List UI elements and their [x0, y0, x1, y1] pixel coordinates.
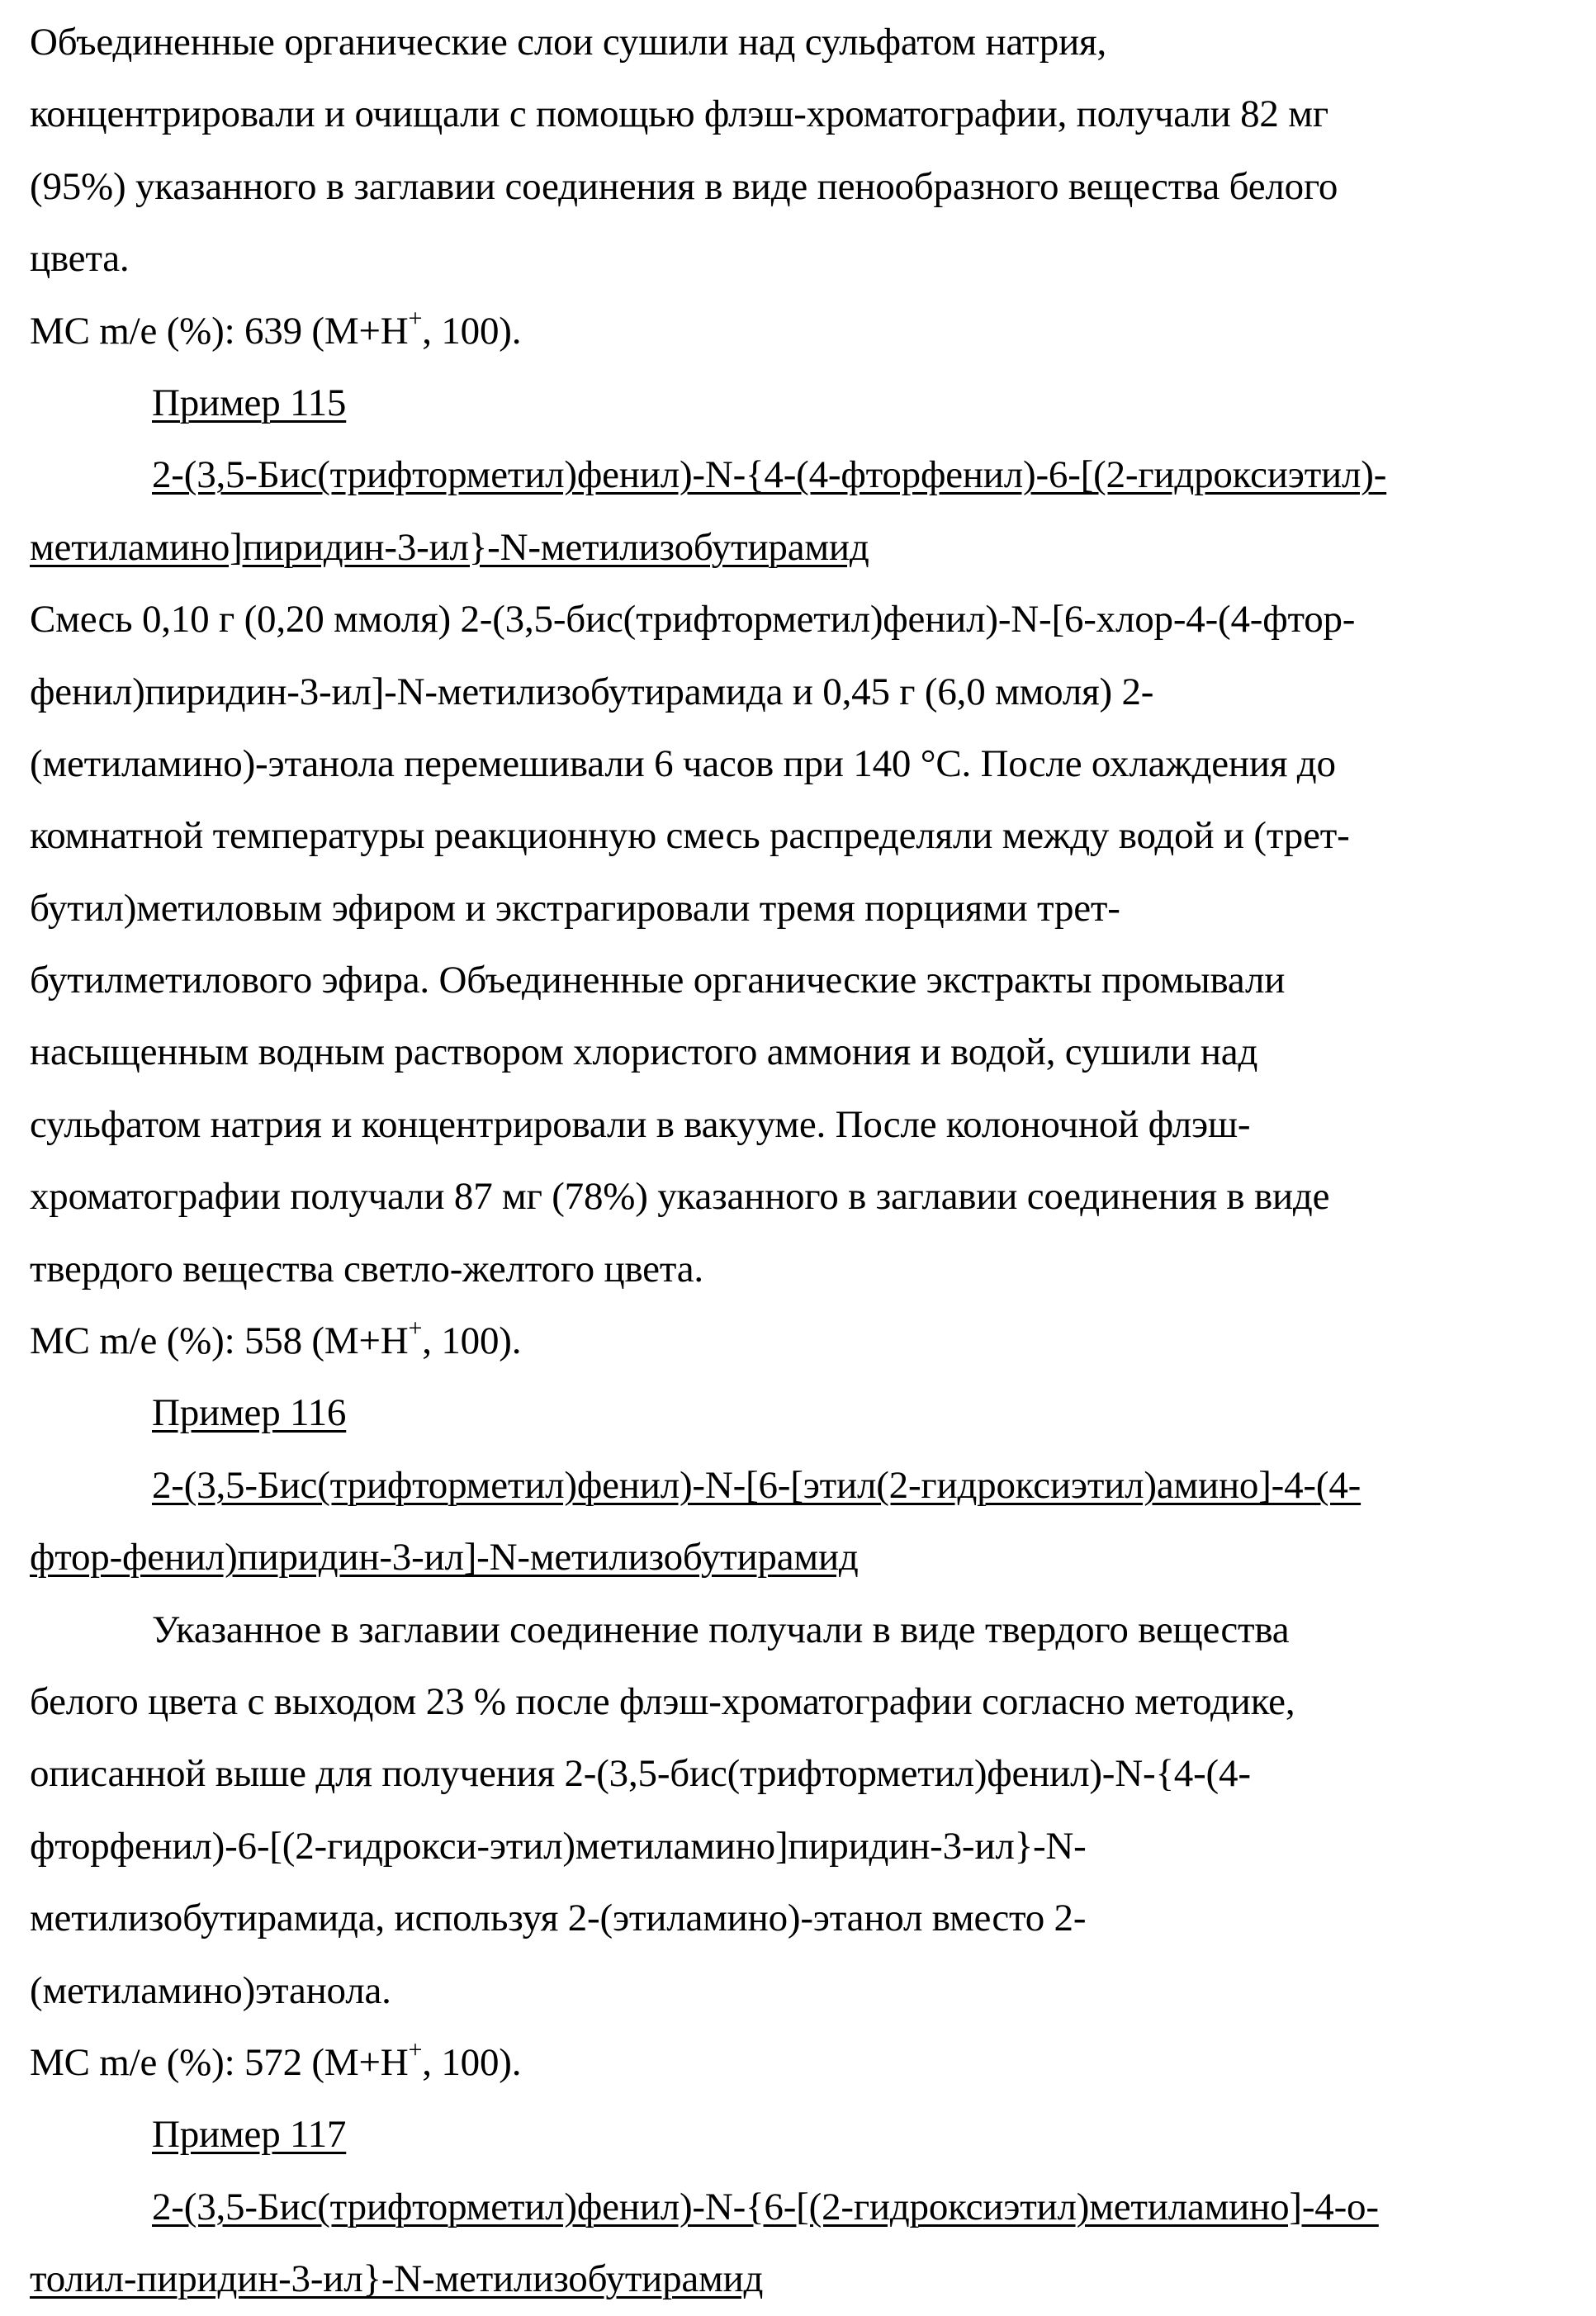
body-line: бутил)метиловым эфиром и экстрагировали тремя порциями трет-: [30, 886, 1120, 930]
intro-line: концентрировали и очищали с помощью флэш-хроматографии, получали 82 мг: [30, 92, 1328, 136]
document-page: [0, 7, 1596, 2316]
ms-text: МС m/e (%): 558 (М+Н: [30, 1319, 409, 1363]
mass-spec-line: [0, 1305, 1596, 1377]
ms-text: , 100).: [422, 309, 522, 353]
compound-title-line: [0, 1450, 1596, 1522]
body-line: твердого вещества светло-желтого цвета.: [30, 1247, 703, 1291]
compound-title-text: фтор-фенил)пиридин-3-ил]-N-метилизобутирамид: [30, 1536, 859, 1580]
example-117-heading: Пример 117: [152, 2113, 347, 2157]
body-line: Смесь 0,10 г (0,20 ммоля) 2-(3,5-бис(трифторметил)фенил)-N-[6-хлор-4-(4-фтор-: [30, 598, 1356, 642]
body-line: комнатной температуры реакционную смесь распределяли между водой и (трет-: [30, 814, 1350, 858]
compound-title-text: толил-пиридин-3-ил}-N-метилизобутирамид: [30, 2257, 764, 2301]
compound-title-text: 2-(3,5-Бис(трифторметил)фенил)-N-{4-(4-фторфенил)-6-[(2-гидроксиэтил)-: [152, 453, 1387, 497]
ms-text: , 100).: [422, 2040, 522, 2084]
body-line: (метиламино)-этанола перемешивали 6 часов при 140 °С. После охлаждения до: [30, 741, 1336, 785]
compound-title-text: 2-(3,5-Бис(трифторметил)фенил)-N-{6-[(2-гидроксиэтил)метиламино]-4-о-: [152, 2185, 1379, 2228]
body-line: хроматографии получали 87 мг (78%) указанного в заглавии соединения в виде: [30, 1175, 1330, 1219]
example-heading: [0, 2099, 1596, 2171]
example-115-heading: Пример 115: [152, 381, 347, 424]
compound-title-line: [0, 439, 1596, 511]
body-line: белого цвета с выходом 23 % после флэш-хроматографии согласно методике,: [30, 1679, 1295, 1723]
ms-charge: +: [408, 2036, 423, 2064]
example-heading: [0, 1377, 1596, 1449]
intro-line: (95%) указанного в заглавии соединения в виде пенообразного вещества белого: [30, 164, 1338, 208]
ms-text: , 100).: [422, 1319, 522, 1363]
compound-title-line: [0, 1522, 1596, 1594]
mass-spec-line: [0, 2027, 1596, 2099]
body-line: описанной выше для получения 2-(3,5-бис(трифторметил)фенил)-N-{4-(4-: [30, 1752, 1251, 1796]
ms-text: МС m/e (%): 639 (М+Н: [30, 309, 409, 353]
compound-title-line: [0, 2172, 1596, 2243]
intro-line: цвета.: [30, 237, 130, 281]
compound-title-text: 2-(3,5-Бис(трифторметил)фенил)-N-[6-[этил(2-гидроксиэтил)амино]-4-(4-: [152, 1463, 1362, 1507]
body-line: насыщенным водным раствором хлористого аммония и водой, сушили над: [30, 1030, 1258, 1074]
ms-charge: +: [408, 1314, 423, 1343]
compound-title-line: [0, 2243, 1596, 2315]
body-line: (метиламино)этанола.: [30, 1968, 391, 2012]
example-116-heading: Пример 116: [152, 1391, 347, 1435]
body-line: фторфенил)-6-[(2-гидрокси-этил)метиламино]пиридин-3-ил}-N-: [30, 1824, 1087, 1868]
intro-line: Объединенные органические слои сушили над сульфатом натрия,: [30, 21, 1107, 64]
body-line: сульфатом натрия и концентрировали в вакууме. После колоночной флэш-: [30, 1102, 1251, 1146]
body-line: Указанное в заглавии соединение получали в виде твердого вещества: [152, 1608, 1290, 1651]
example-heading: [0, 367, 1596, 439]
ms-text: МС m/e (%): 572 (М+Н: [30, 2040, 409, 2084]
body-line: фенил)пиридин-3-ил]-N-метилизобутирамида и 0,45 г (6,0 ммоля) 2-: [30, 670, 1154, 713]
body-line: бутилметилового эфира. Объединенные органические экстракты промывали: [30, 959, 1286, 1002]
compound-title-line: [0, 512, 1596, 584]
mass-spec-line: [0, 296, 1596, 367]
ms-charge: +: [408, 304, 423, 332]
body-line: метилизобутирамида, используя 2-(этиламино)-этанол вместо 2-: [30, 1897, 1087, 1940]
compound-title-text: метиламино]пиридин-3-ил}-N-метилизобутирамид: [30, 525, 869, 569]
